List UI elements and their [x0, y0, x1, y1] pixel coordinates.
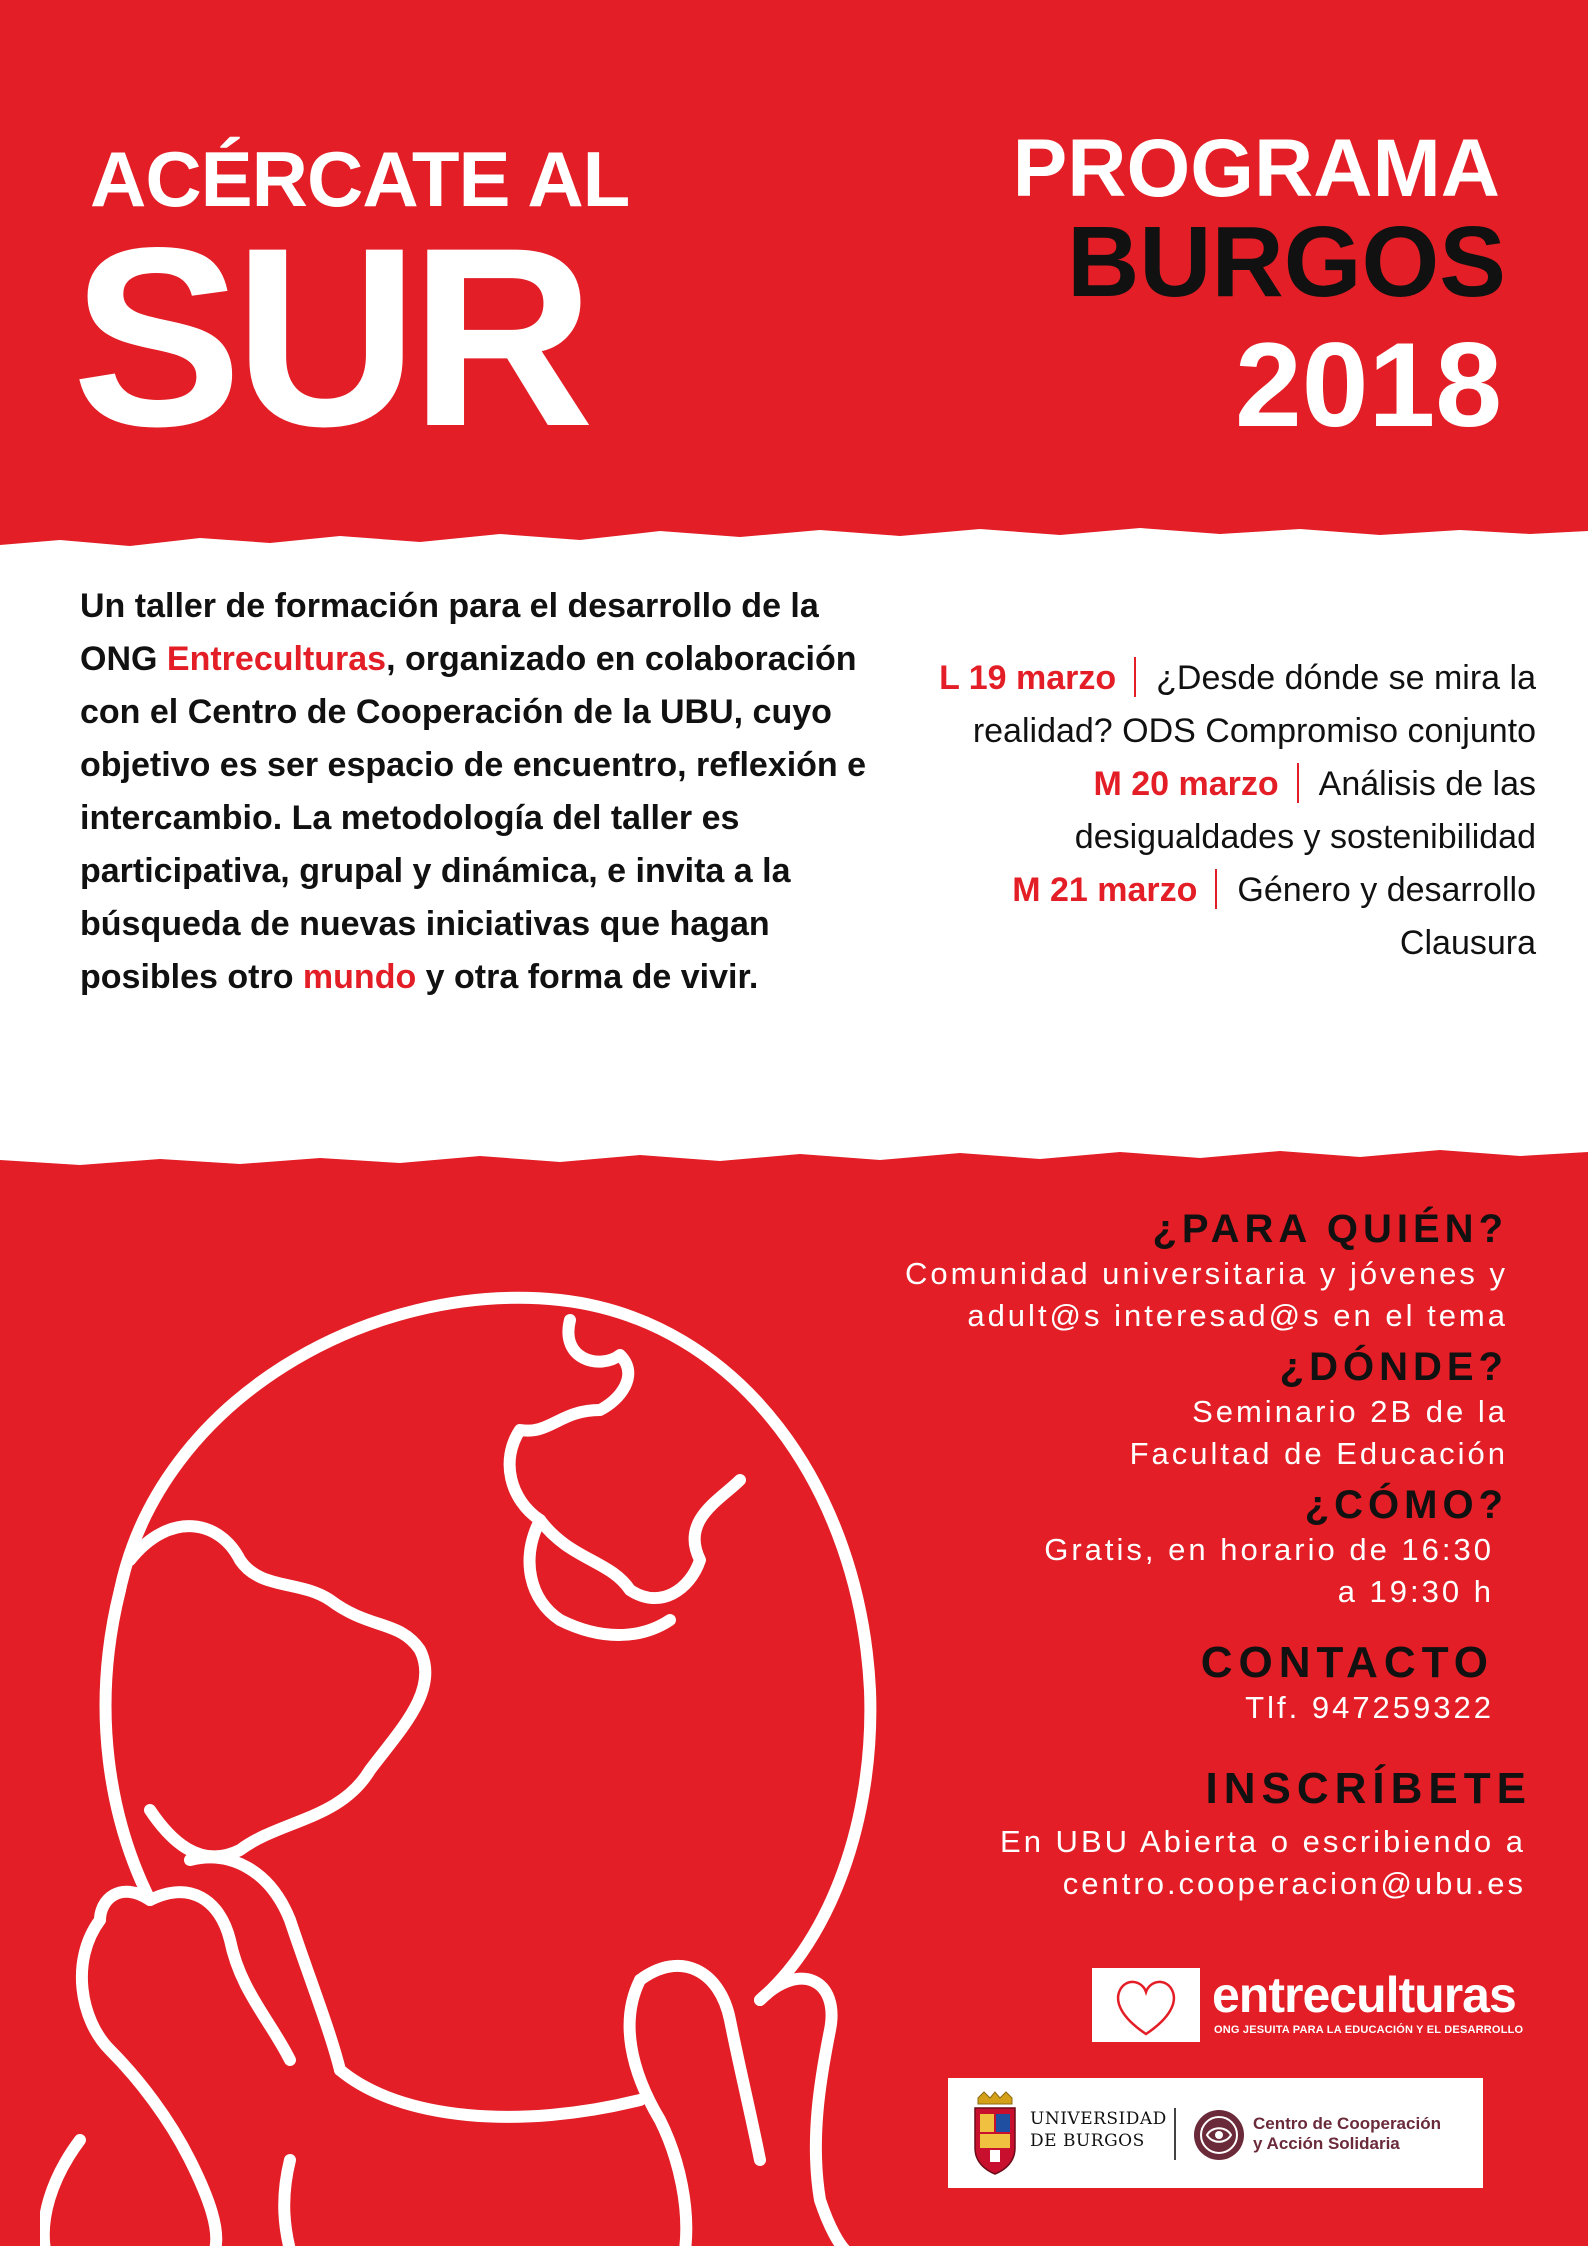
schedule-separator [1297, 763, 1299, 803]
program-year: 2018 [1235, 318, 1502, 452]
heart-icon [1092, 1968, 1200, 2042]
schedule-date: L 19 marzo [939, 659, 1117, 697]
entreculturas-logo-box [1092, 1968, 1200, 2042]
university-shield-icon [970, 2090, 1020, 2176]
ccas-name [1253, 2114, 1441, 2154]
signup-text: En UBU Abierta o escribiendo a [1000, 1824, 1526, 1859]
title-big: SUR [72, 195, 587, 480]
who-heading: ¿PARA QUIÉN? [1152, 1207, 1508, 1251]
contact-heading: CONTACTO [1200, 1638, 1494, 1687]
schedule-line [776, 864, 1536, 917]
schedule-item [776, 652, 1536, 758]
schedule-date: M 21 marzo [1012, 871, 1198, 909]
ccas-emblem-icon [1192, 2108, 1246, 2162]
signup-email[interactable]: centro.cooperacion@ubu.es [1062, 1866, 1526, 1901]
how-heading: ¿CÓMO? [1304, 1483, 1508, 1527]
entreculturas-name: entreculturas [1212, 1967, 1516, 2023]
ccas-name-line1: Centro de Cooperación [1253, 2114, 1441, 2133]
where-answer-line2: Facultad de Educación [1129, 1436, 1508, 1471]
schedule-separator [1134, 657, 1136, 697]
program-city: BURGOS [1067, 206, 1506, 318]
schedule-topic: Análisis de las [1318, 765, 1536, 803]
schedule-topic: ¿Desde dónde se mira la [1156, 659, 1536, 697]
how-answer-line1: Gratis, en horario de 16:30 [1044, 1532, 1494, 1567]
schedule-line [776, 758, 1536, 811]
entreculturas-logo [1092, 1967, 1524, 2044]
how-answer-line2: a 19:30 h [1337, 1574, 1494, 1609]
where-heading: ¿DÓNDE? [1279, 1345, 1508, 1389]
description-highlight-entreculturas: Entreculturas [166, 640, 387, 678]
university-name [1030, 2108, 1167, 2152]
description-text-2: , organizado en colaboración con el Centro de Cooperación de la UBU, cuyo objetivo es ser espacio de encuentro, reflexión e intercambio. La metodología del taller es participativa, grupal y dinámica, e invita a la búsqueda de nuevas iniciativas que hagan posibles otro [80, 640, 867, 996]
who-answer-line2: adult@s interesad@s en el tema [967, 1298, 1508, 1333]
signup-heading: INSCRÍBETE [1205, 1764, 1532, 1813]
description-highlight-mundo: mundo [302, 958, 417, 996]
schedule-separator [1215, 869, 1217, 909]
info-section [608, 1205, 1532, 1905]
schedule-topic-cont: Clausura [1399, 924, 1536, 962]
entreculturas-tagline: ONG JESUITA PARA LA EDUCACIÓN Y EL DESARROLLO [1214, 2024, 1524, 2036]
logo-divider [1174, 2108, 1176, 2160]
title-top: ACÉRCATE AL [90, 135, 630, 223]
who-answer-line1: Comunidad universitaria y jóvenes y [905, 1256, 1508, 1291]
university-name-line1: UNIVERSIDAD [1030, 2109, 1167, 2129]
schedule-topic-cont: desigualdades y sostenibilidad [1074, 818, 1536, 856]
university-logos [948, 2078, 1483, 2188]
ccas-name-line2: y Acción Solidaria [1253, 2134, 1400, 2153]
schedule-item [776, 758, 1536, 864]
contact-phone: Tlf. 947259322 [1245, 1690, 1494, 1725]
schedule [776, 652, 1536, 970]
description-text-1: Un taller de formación para el desarrollo de la ONG [80, 587, 819, 678]
schedule-item [776, 864, 1536, 970]
schedule-line [776, 652, 1536, 705]
schedule-topic: Género y desarrollo [1237, 871, 1536, 909]
description-text-3: y otra forma de vivir. [416, 958, 759, 996]
where-answer-line1: Seminario 2B de la [1192, 1394, 1508, 1429]
schedule-topic-cont: realidad? ODS Compromiso conjunto [972, 712, 1536, 750]
program-label: PROGRAMA [1012, 123, 1500, 214]
schedule-date: M 20 marzo [1093, 765, 1279, 803]
university-name-line2: DE BURGOS [1030, 2131, 1145, 2151]
